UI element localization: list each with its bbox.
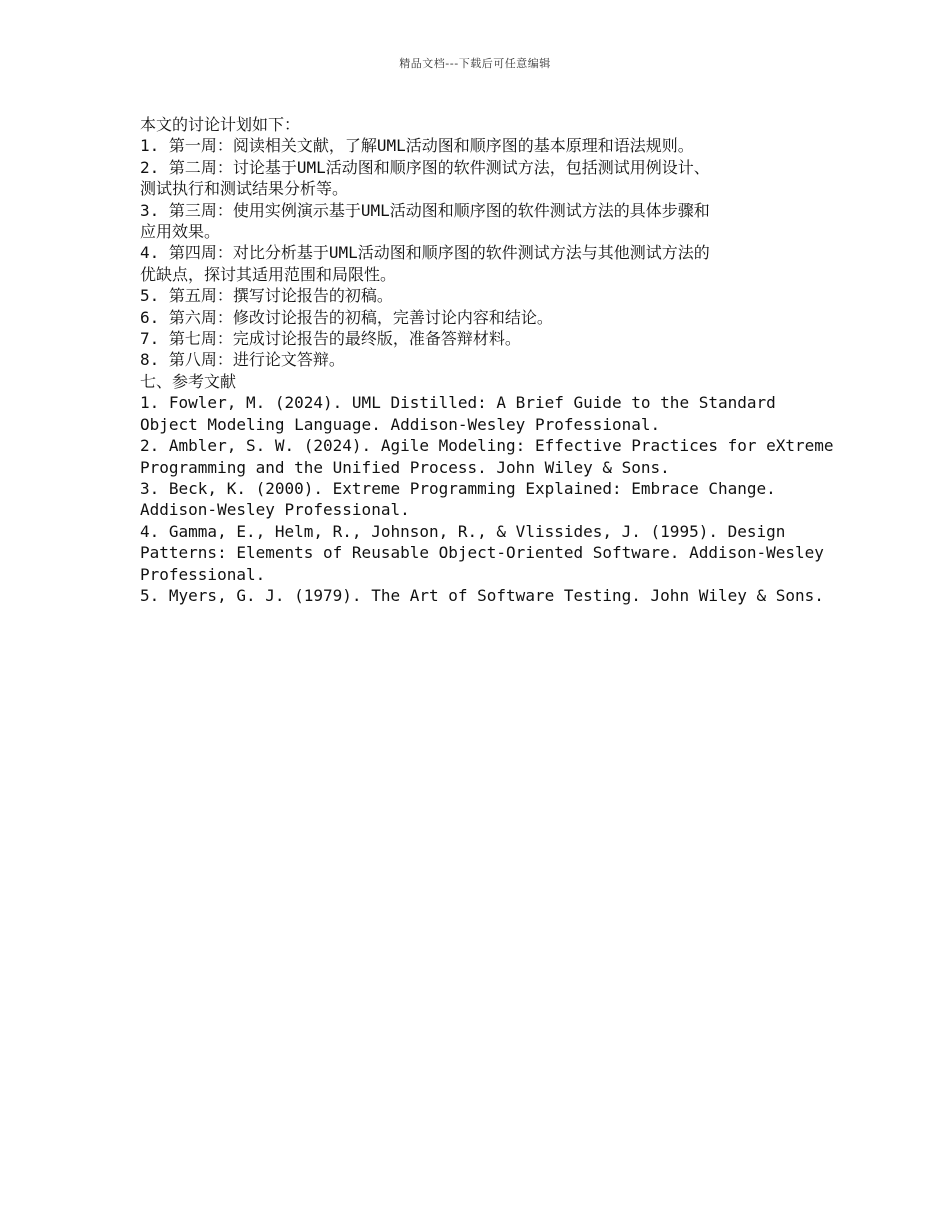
reference-item-2 — [140, 435, 834, 478]
document-body — [140, 114, 834, 606]
references-heading: 七、参考文献 — [140, 371, 237, 391]
reference-line: Addison-Wesley Professional. — [140, 500, 410, 520]
plan-item-line: 应用效果。 — [140, 222, 221, 242]
plan-item-week-6 — [140, 307, 830, 328]
plan-item-line: 4. 第四周：对比分析基于UML活动图和顺序图的软件测试方法与其他测试方法的 — [140, 243, 710, 263]
plan-item-line: 3. 第三周：使用实例演示基于UML活动图和顺序图的软件测试方法的具体步骤和 — [140, 200, 710, 220]
plan-item-week-2 — [140, 157, 830, 200]
reference-line: Professional. — [140, 564, 266, 584]
plan-item-line: 2. 第二周：讨论基于UML活动图和顺序图的软件测试方法，包括测试用例设计、 — [140, 157, 710, 177]
plan-item-week-7 — [140, 328, 830, 349]
reference-line: 2. Ambler, S. W. (2024). Agile Modeling: Effective Practices for eXtreme — [140, 436, 834, 456]
plan-list — [140, 135, 830, 370]
plan-item-week-8 — [140, 349, 830, 370]
plan-item-line: 5. 第五周：撰写讨论报告的初稿。 — [140, 286, 393, 306]
reference-line: Patterns: Elements of Reusable Object-Oriented Software. Addison-Wesley — [140, 543, 824, 563]
header-watermark: 精品文档---下载后可任意编辑 — [399, 57, 551, 70]
plan-intro: 本文的讨论计划如下： — [140, 115, 301, 134]
plan-item-line: 优缺点，探讨其适用范围和局限性。 — [140, 264, 397, 284]
reference-line: Object Modeling Language. Addison-Wesley Professional. — [140, 414, 661, 434]
reference-line: 3. Beck, K. (2000). Extreme Programming Explained: Embrace Change. — [140, 478, 776, 498]
reference-item-4 — [140, 521, 830, 585]
reference-line: 1. Fowler, M. (2024). UML Distilled: A Brief Guide to the Standard — [140, 393, 776, 413]
reference-item-5 — [140, 585, 830, 606]
plan-item-line: 7. 第七周：完成讨论报告的最终版，准备答辩材料。 — [140, 329, 521, 349]
reference-line: 4. Gamma, E., Helm, R., Johnson, R., & Vlissides, J. (1995). Design — [140, 521, 786, 541]
reference-line: 5. Myers, G. J. (1979). The Art of Software Testing. John Wiley & Sons. — [140, 585, 824, 605]
plan-item-week-3 — [140, 200, 830, 243]
plan-item-week-1 — [140, 135, 830, 156]
reference-item-1 — [140, 392, 830, 435]
plan-item-line: 1. 第一周：阅读相关文献，了解UML活动图和顺序图的基本原理和语法规则。 — [140, 136, 694, 156]
plan-item-line: 6. 第六周：修改讨论报告的初稿，完善讨论内容和结论。 — [140, 307, 553, 327]
plan-item-week-5 — [140, 285, 830, 306]
reference-item-3 — [140, 478, 830, 521]
plan-item-line: 8. 第八周：进行论文答辩。 — [140, 350, 345, 370]
plan-item-line: 测试执行和测试结果分析等。 — [140, 179, 349, 199]
references-list — [140, 392, 834, 606]
plan-item-week-4 — [140, 242, 830, 285]
reference-line: Programming and the Unified Process. John Wiley & Sons. — [140, 457, 670, 477]
